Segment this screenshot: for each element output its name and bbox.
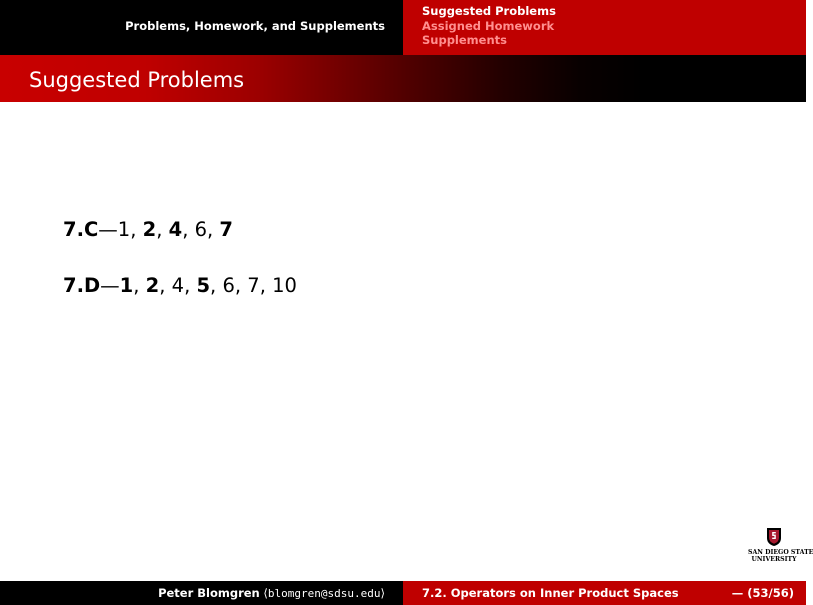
sdsu-wordmark <box>748 549 813 563</box>
item-separator: , <box>184 274 197 297</box>
chapter-separator: — <box>100 274 120 297</box>
sdsu-logo[interactable] <box>748 527 813 567</box>
footer-section-title[interactable]: 7.2. Operators on Inner Product Spaces <box>422 586 679 600</box>
problem-number: 2 <box>145 274 160 297</box>
email-open-bracket: ⟨ <box>263 586 268 600</box>
nav-item-supplements[interactable]: Supplements <box>422 33 507 47</box>
sdsu-wordmark-line1: SAN DIEGO STATE <box>748 549 813 556</box>
problem-number: 10 <box>272 274 297 297</box>
problem-list <box>63 216 297 299</box>
author-name: Peter Blomgren <box>158 586 260 600</box>
footer-author[interactable] <box>158 586 385 600</box>
chapter-separator: — <box>98 218 118 241</box>
subsection-nav <box>422 4 556 48</box>
item-separator: , <box>259 274 273 297</box>
problem-number: 1 <box>119 274 134 297</box>
email-close-bracket: ⟩ <box>380 586 385 600</box>
header-section-title[interactable]: Problems, Homework, and Supplements <box>125 19 385 33</box>
header-left-panel <box>0 0 403 55</box>
nav-item-suggested-problems[interactable]: Suggested Problems <box>422 4 556 18</box>
sdsu-shield-icon <box>766 527 782 547</box>
item-separator: , <box>130 218 143 241</box>
problem-number: 4 <box>171 274 185 297</box>
problem-number: 2 <box>142 218 157 241</box>
item-separator: , <box>182 218 195 241</box>
problem-number: 5 <box>196 274 211 297</box>
header-right-panel <box>403 0 806 55</box>
footer-right-panel <box>403 581 806 605</box>
problem-number: 6 <box>194 218 208 241</box>
item-separator: , <box>234 274 248 297</box>
item-separator: , <box>156 218 169 241</box>
item-separator: , <box>159 274 172 297</box>
item-separator: , <box>133 274 146 297</box>
footer-page-number: — (53/56) <box>731 586 794 600</box>
item-separator: , <box>207 218 220 241</box>
footer-left-panel <box>0 581 403 605</box>
problem-number: 1 <box>117 218 131 241</box>
sdsu-wordmark-line2: UNIVERSITY <box>751 556 797 563</box>
problem-line <box>63 272 297 299</box>
nav-item-assigned-homework[interactable]: Assigned Homework <box>422 18 555 33</box>
author-email: blomgren@sdsu.edu <box>267 587 381 600</box>
item-separator: , <box>210 274 223 297</box>
frame-title: Suggested Problems <box>29 68 245 92</box>
problem-number: 7 <box>247 274 260 297</box>
frame-title-bar <box>0 55 806 102</box>
chapter-label: 7.C <box>63 218 99 241</box>
problem-line <box>63 216 297 243</box>
problem-number: 4 <box>168 218 183 241</box>
problem-number: 6 <box>222 274 235 297</box>
chapter-label: 7.D <box>63 274 101 297</box>
problem-number: 7 <box>219 218 233 241</box>
